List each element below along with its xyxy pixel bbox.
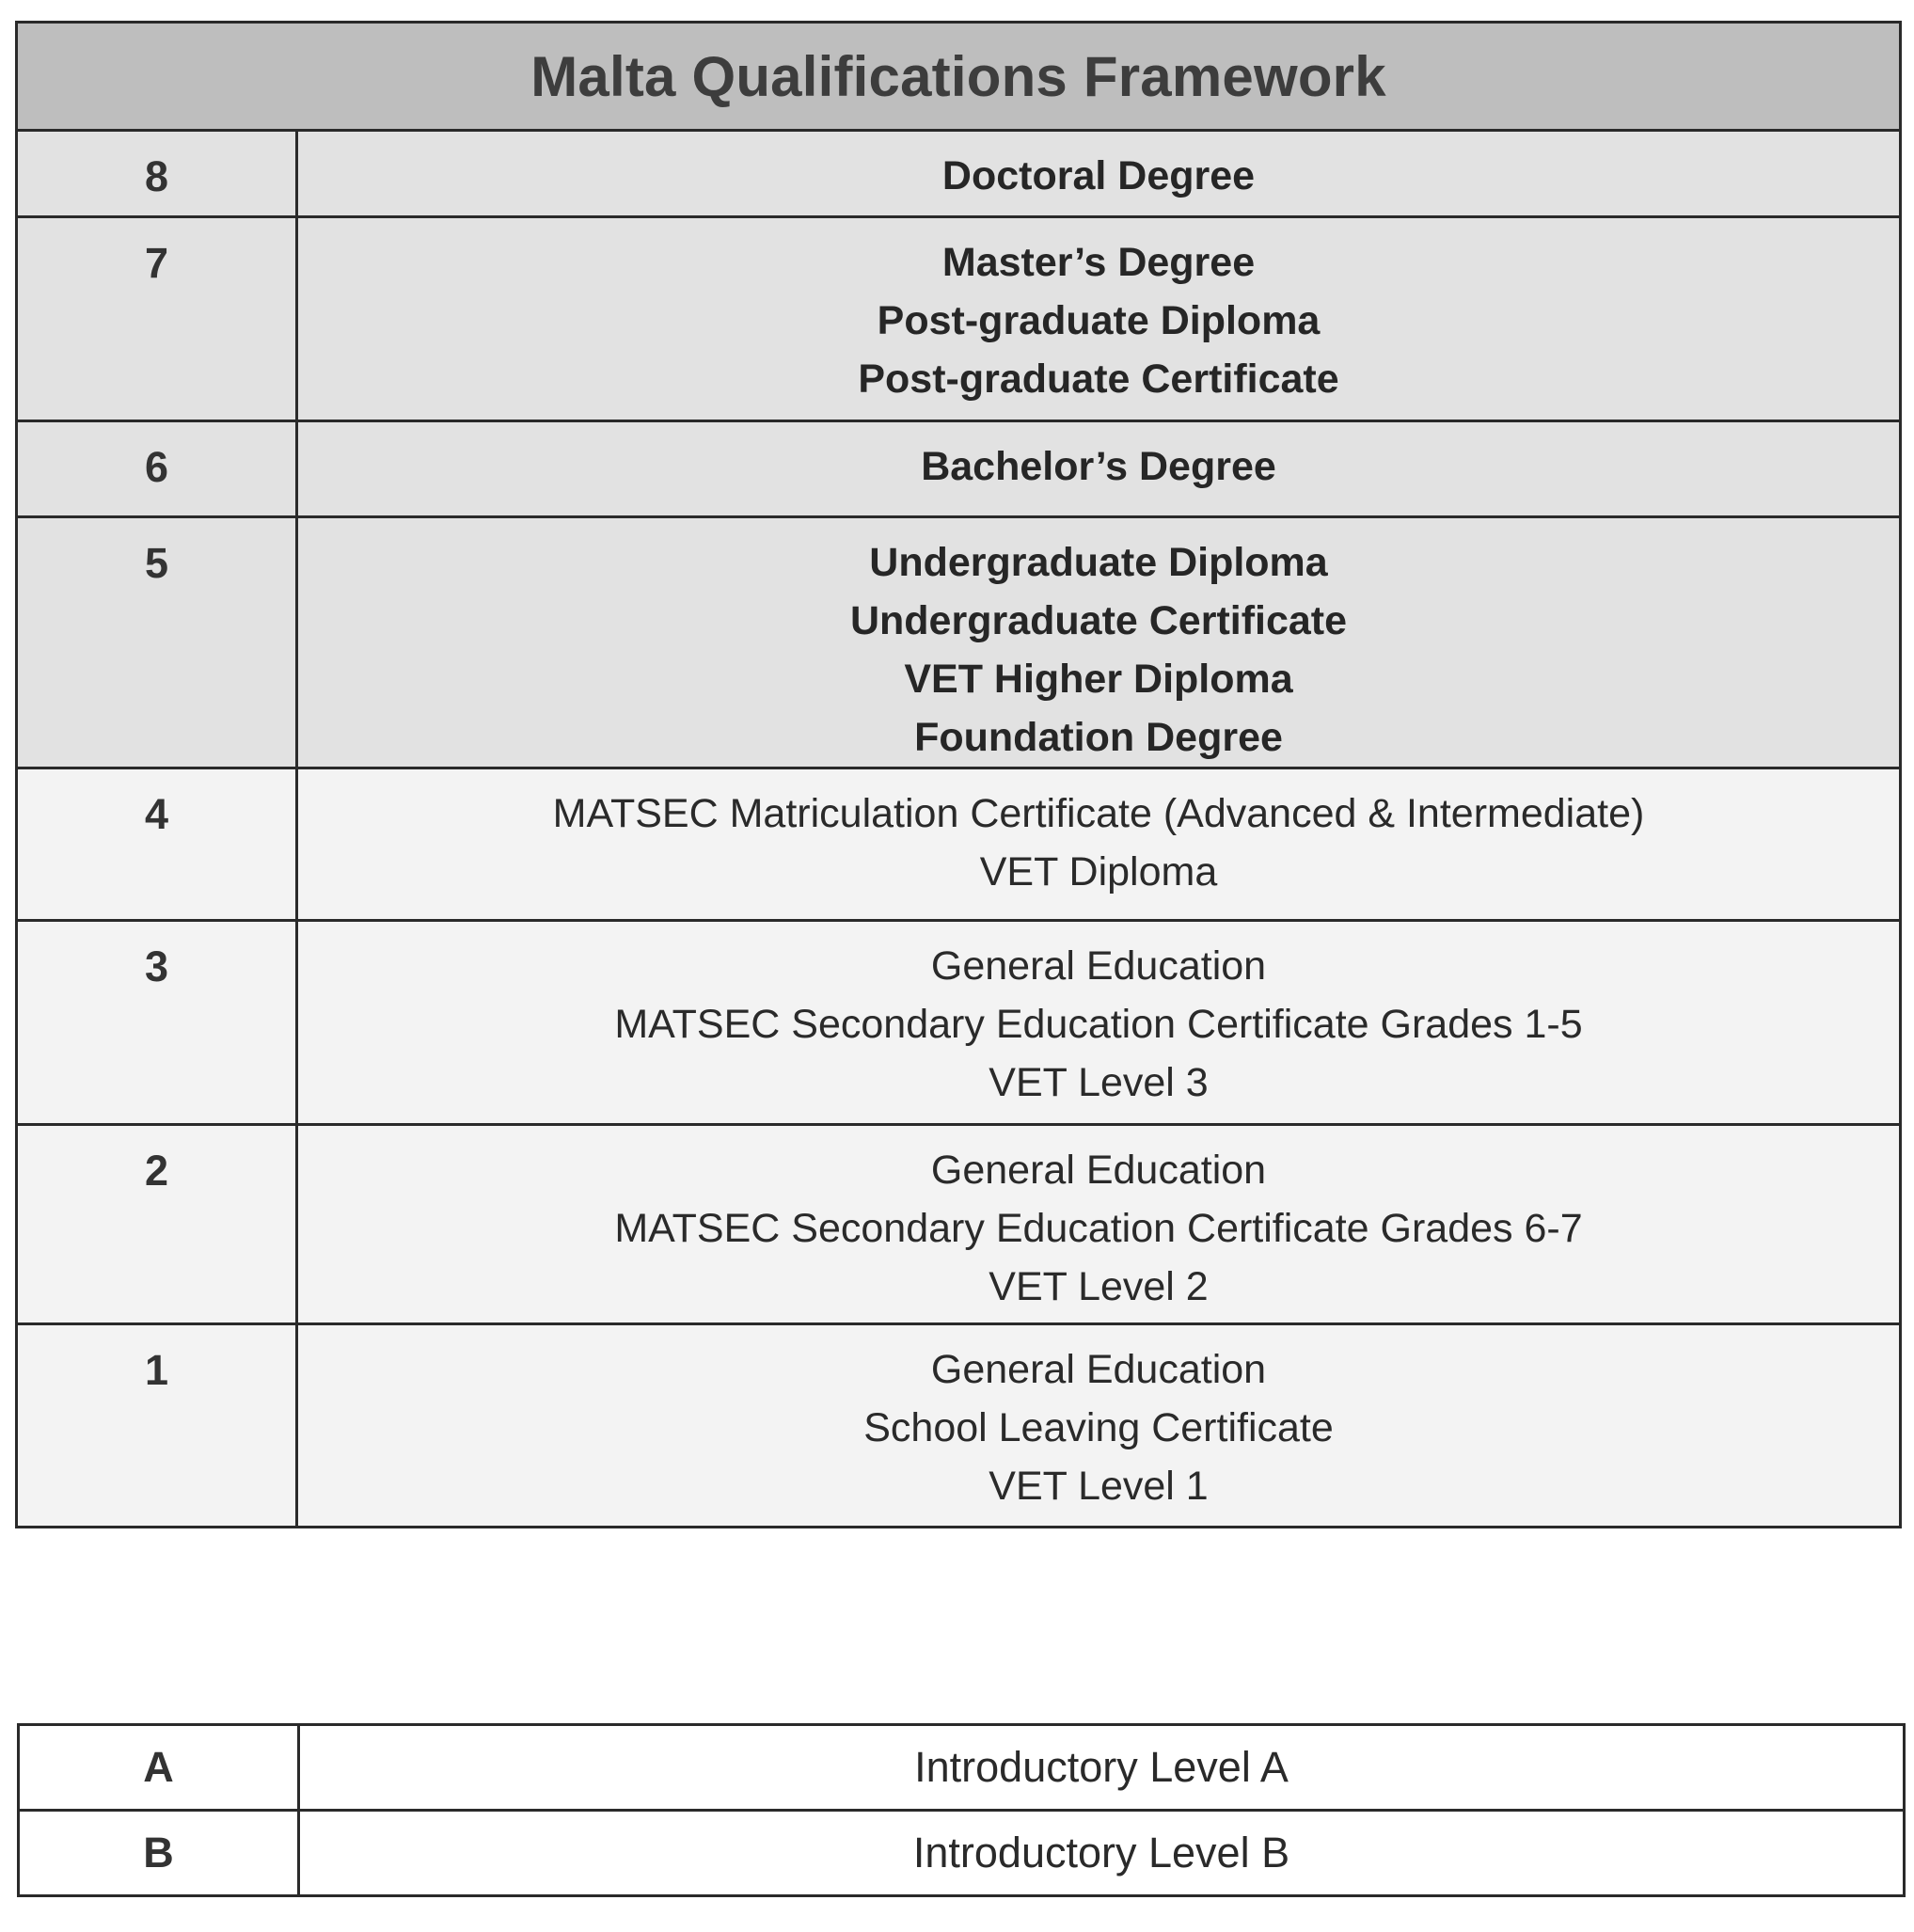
qualification-name: General Education <box>930 1347 1267 1392</box>
qualification-name: Foundation Degree <box>914 715 1283 760</box>
table-row <box>17 217 1901 421</box>
table-row <box>17 421 1901 517</box>
level-number: 5 <box>17 517 297 768</box>
qualifications-cell <box>297 421 1901 517</box>
qualification-name: Bachelor’s Degree <box>921 444 1276 489</box>
framework-rows <box>17 131 1901 1528</box>
level-number: 8 <box>17 131 297 217</box>
table-row <box>19 1811 1905 1896</box>
table-row <box>19 1725 1905 1811</box>
table-row <box>17 1324 1901 1528</box>
qualification-name: VET Diploma <box>979 849 1218 895</box>
qualification-name: Post-graduate Diploma <box>877 298 1321 343</box>
qualification-name: General Education <box>930 943 1267 989</box>
introductory-rows <box>19 1725 1905 1896</box>
qualification-name: School Leaving Certificate <box>863 1405 1334 1450</box>
qualifications-cell <box>297 921 1901 1125</box>
introductory-level-letter: A <box>19 1725 299 1811</box>
table-row <box>17 768 1901 921</box>
qualifications-cell <box>297 217 1901 421</box>
introductory-level-label: Introductory Level B <box>299 1811 1905 1896</box>
qualification-name: MATSEC Matriculation Certificate (Advanced & Intermediate) <box>552 791 1645 836</box>
table-row <box>17 1125 1901 1324</box>
table-row <box>17 517 1901 768</box>
qualifications-cell <box>297 131 1901 217</box>
qualifications-cell <box>297 1324 1901 1528</box>
level-number: 3 <box>17 921 297 1125</box>
qualification-name: VET Level 3 <box>989 1060 1209 1105</box>
qualification-name: VET Level 1 <box>989 1464 1209 1509</box>
level-number: 1 <box>17 1324 297 1528</box>
qualification-name: Undergraduate Diploma <box>869 540 1328 585</box>
qualifications-cell <box>297 768 1901 921</box>
level-number: 4 <box>17 768 297 921</box>
qualification-name: Post-graduate Certificate <box>858 356 1339 402</box>
qualifications-cell <box>297 1125 1901 1324</box>
introductory-level-letter: B <box>19 1811 299 1896</box>
level-number: 2 <box>17 1125 297 1324</box>
qualification-name: VET Level 2 <box>989 1264 1209 1309</box>
table-row <box>17 921 1901 1125</box>
qualification-name: Master’s Degree <box>941 240 1256 285</box>
qualification-name: MATSEC Secondary Education Certificate Grades 1-5 <box>614 1002 1583 1047</box>
qualifications-framework-table <box>15 21 1902 1528</box>
table-row <box>17 131 1901 217</box>
table-title: Malta Qualifications Framework <box>17 23 1901 131</box>
qualification-name: MATSEC Secondary Education Certificate Grades 6-7 <box>614 1206 1583 1251</box>
level-number: 6 <box>17 421 297 517</box>
qualifications-cell <box>297 517 1901 768</box>
qualification-name: General Education <box>930 1148 1267 1193</box>
introductory-levels-table <box>17 1723 1906 1897</box>
qualification-name: Undergraduate Certificate <box>849 598 1348 643</box>
qualification-name: VET Higher Diploma <box>904 657 1293 702</box>
qualification-name: Doctoral Degree <box>941 153 1256 198</box>
introductory-level-label: Introductory Level A <box>299 1725 1905 1811</box>
level-number: 7 <box>17 217 297 421</box>
